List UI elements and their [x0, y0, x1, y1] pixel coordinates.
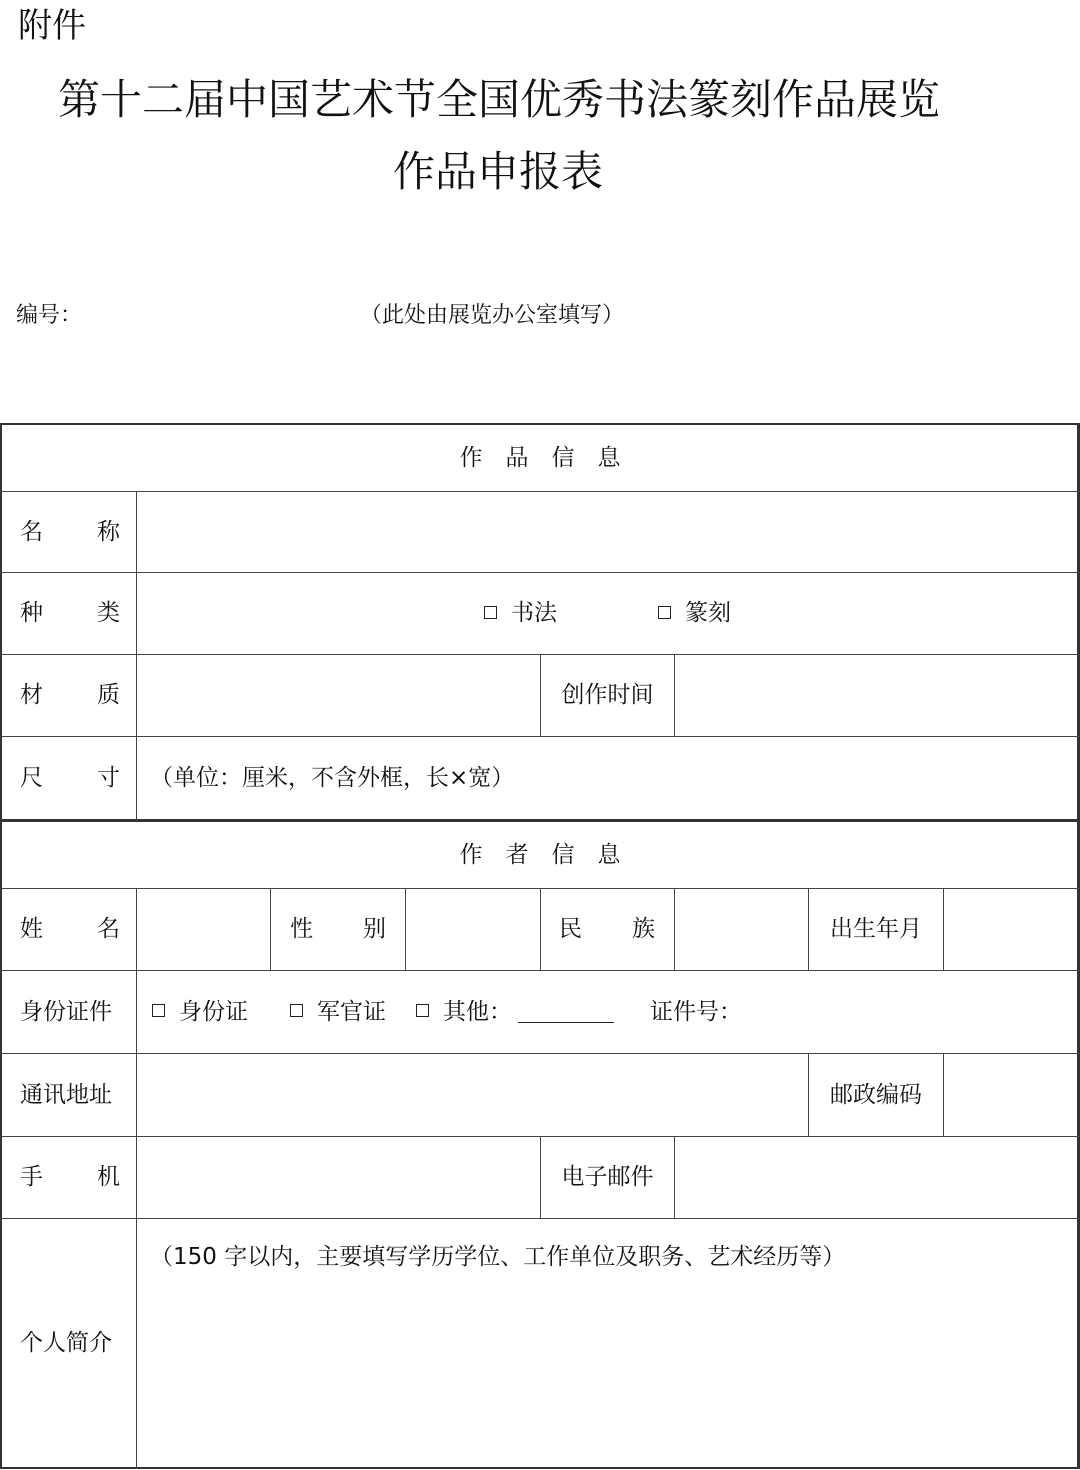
id-doc-text: 身份证件 [20, 998, 112, 1025]
bio-note: （150 字以内，主要填写学历学位、工作单位及职务、艺术经历等） [150, 1244, 846, 1270]
category-option-seal-carving[interactable] [658, 572, 731, 654]
label-char: 类 [97, 600, 120, 626]
work-info-title: 作 品 信 息 [459, 445, 621, 471]
birth-text: 出生年月 [830, 916, 922, 942]
author-info-header [0, 822, 1080, 888]
checkbox[interactable] [152, 1004, 165, 1017]
col-divider [540, 888, 541, 970]
option-label: 军官证 [317, 998, 386, 1025]
creation-time-label [541, 654, 674, 736]
page-title: 第十二届中国艺术节全国优秀书法篆刻作品展览 [58, 75, 941, 124]
creation-time-text: 创作时间 [561, 682, 654, 708]
label-char: 机 [97, 1164, 120, 1190]
label-char: 名 [20, 518, 43, 545]
other-blank-line[interactable] [518, 1000, 614, 1023]
option-label: 书法 [511, 600, 557, 626]
label-char: 民 [559, 916, 582, 942]
author-info-title: 作 者 信 息 [459, 842, 621, 868]
postcode-text: 邮政编码 [830, 1081, 922, 1108]
postcode-label [809, 1053, 943, 1136]
email-label [541, 1136, 674, 1218]
address-field[interactable] [137, 1053, 808, 1136]
bio-field[interactable] [150, 1240, 845, 1274]
size-note: （单位：厘米，不含外框，长×宽） [150, 764, 515, 791]
label-char: 名 [97, 916, 120, 942]
label-char: 姓 [20, 916, 43, 942]
name-label [20, 491, 120, 572]
option-label: 身份证 [179, 998, 248, 1025]
email-text: 电子邮件 [561, 1164, 654, 1190]
checkbox[interactable] [484, 606, 497, 619]
label-char: 别 [363, 916, 386, 942]
ethnicity-field[interactable] [675, 888, 808, 970]
creation-time-field[interactable] [675, 654, 1077, 736]
category-label [20, 572, 120, 654]
birth-field[interactable] [944, 888, 1077, 970]
label-char: 尺 [20, 764, 43, 791]
gender-field[interactable] [406, 888, 540, 970]
gender-label [290, 888, 386, 970]
size-field[interactable] [150, 736, 514, 819]
material-field[interactable] [137, 654, 540, 736]
label-char: 材 [20, 682, 43, 708]
option-label: 篆刻 [685, 600, 731, 626]
form-right-border [1077, 423, 1079, 1469]
bio-text: 个人简介 [20, 1330, 112, 1356]
row-divider [0, 1218, 1080, 1219]
author-name-field[interactable] [137, 888, 270, 970]
category-option-calligraphy[interactable] [484, 572, 557, 654]
work-info-header [0, 425, 1080, 491]
id-option-other[interactable] [416, 970, 614, 1053]
id-doc-label [20, 970, 112, 1053]
page-subtitle: 作品申报表 [392, 147, 603, 196]
label-char: 族 [632, 916, 655, 942]
phone-field[interactable] [137, 1136, 540, 1218]
id-option-id-card[interactable] [152, 970, 248, 1053]
number-label: 编号： [16, 303, 83, 328]
checkbox[interactable] [416, 1004, 429, 1017]
material-label [20, 654, 120, 736]
id-number-text: 证件号： [650, 998, 742, 1025]
bio-label [20, 1219, 112, 1467]
label-char: 质 [97, 682, 120, 708]
address-text: 通讯地址 [20, 1081, 112, 1108]
checkbox[interactable] [290, 1004, 303, 1017]
number-note: （此处由展览办公室填写） [360, 303, 625, 328]
label-char: 称 [97, 518, 120, 545]
work-name-field[interactable] [137, 491, 1077, 572]
label-char: 种 [20, 600, 43, 626]
phone-label [20, 1136, 120, 1218]
label-char: 寸 [97, 764, 120, 791]
id-option-officer-card[interactable] [290, 970, 386, 1053]
checkbox[interactable] [658, 606, 671, 619]
postcode-field[interactable] [944, 1053, 1077, 1136]
ethnicity-label [559, 888, 655, 970]
birth-label [809, 888, 943, 970]
label-char: 性 [290, 916, 313, 942]
size-label [20, 736, 120, 819]
col-divider [270, 888, 271, 970]
address-label [20, 1053, 112, 1136]
email-field[interactable] [675, 1136, 1077, 1218]
id-number-label [650, 970, 742, 1053]
attachment-label: 附件 [18, 6, 86, 46]
label-char: 手 [20, 1164, 43, 1190]
author-name-label [20, 888, 120, 970]
option-label: 其他： [443, 998, 512, 1025]
